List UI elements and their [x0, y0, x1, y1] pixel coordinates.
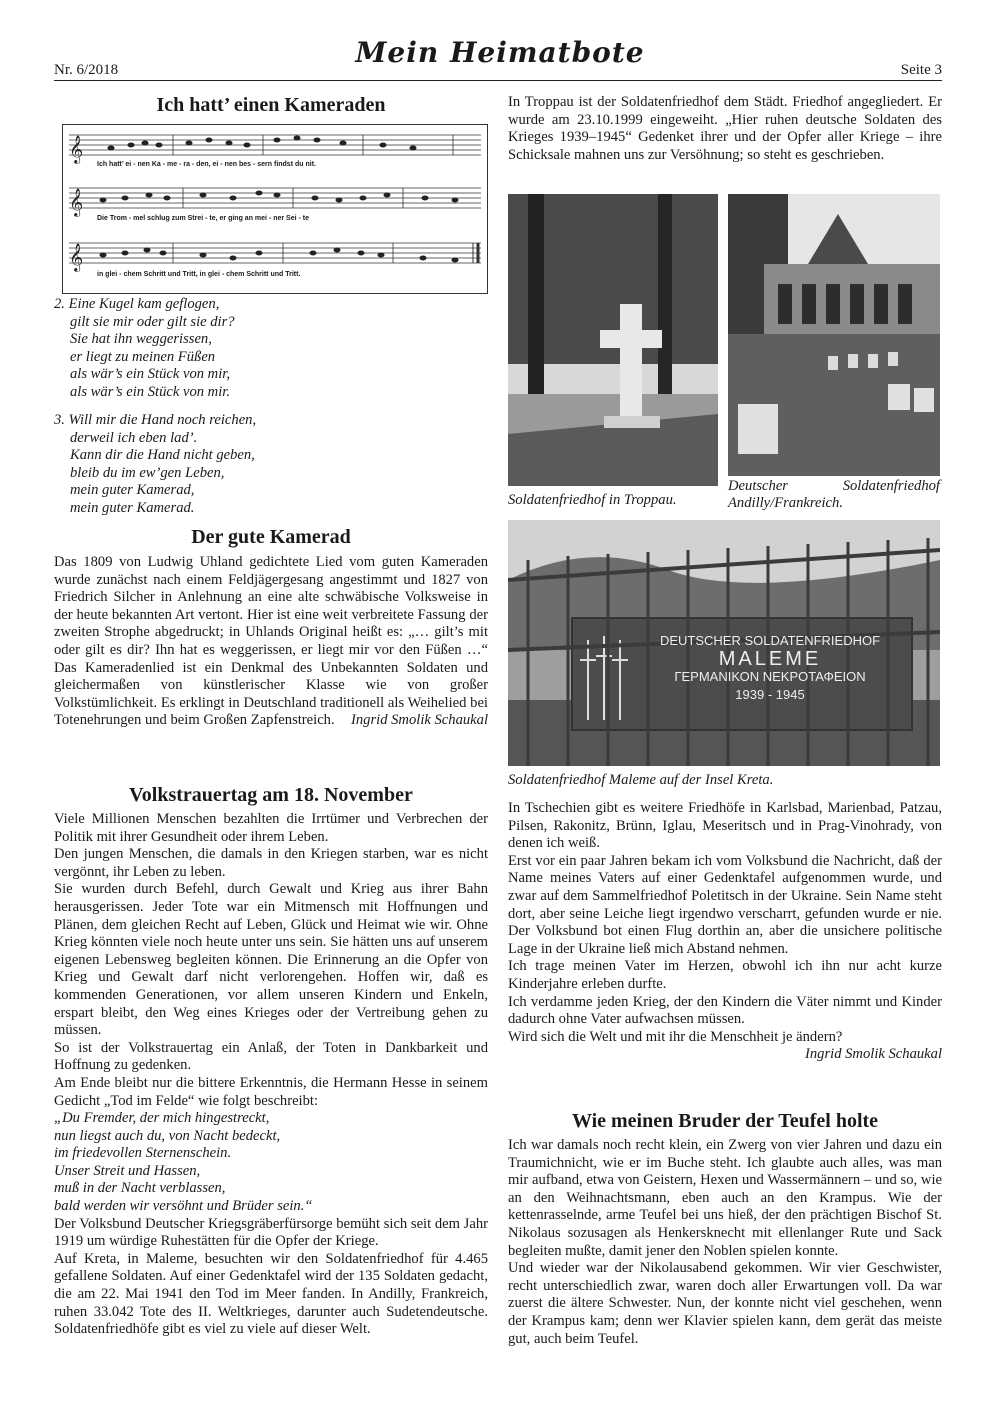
plaque-text	[630, 632, 910, 704]
paragraph: Ich verdamme jeden Krieg, der den Kindern die Väter nimmt und Kinder dadurch ohne Vater aufwachsen müssen.	[508, 993, 942, 1028]
poem-line: bald werden wir versöhnt und Brüder sein.“	[54, 1198, 313, 1215]
hesse-poem	[54, 1110, 488, 1216]
page-number: Seite 3	[900, 62, 942, 78]
teufel-title: Wie meinen Bruder der Teufel holte	[571, 1110, 879, 1132]
svg-text:𝄞: 𝄞	[69, 243, 84, 271]
paragraph: Und wieder war der Nikolausabend gekommen. Wir vier Geschwister, recht unterschiedlich zwar, waren doch aller Erwartungen voll. Da war zuerst die ältere Schwester. Nun, der konnte nicht viel geschehen, wenn der Krampus kam; denn wer Klavier spielen kann, dem gerät das meiste gut, auch beim Teufel.	[508, 1260, 942, 1347]
plaque-line: DEUTSCHER SOLDATENFRIEDHOF	[659, 633, 881, 648]
song-title: Ich hatt’ einen Kameraden	[156, 94, 386, 116]
teufel-article	[508, 1137, 942, 1348]
paragraph: Den jungen Menschen, die damals in den Kriegen starben, war es nicht vergönnt, ihr Leben zu leben.	[54, 846, 488, 880]
kamerad-article	[54, 554, 488, 730]
kamerad-author: Ingrid Smolik Schaukal	[351, 712, 488, 729]
paragraph: Der Volksbund Deutscher Kriegsgräberfürsorge bemüht sich seit dem Jahr 1919 um würdige Ruhestätten für die Opfer der Kriege.	[54, 1215, 488, 1250]
sheet-music	[62, 124, 488, 294]
verse-line: derweil ich eben lad’.	[70, 429, 198, 446]
photo-troppau-graphic	[508, 194, 718, 486]
paragraph: Am Ende bleibt nur die bittere Erkenntnis, die Hermann Hesse in seinem Gedicht „Tod im Felde“ wie folgt beschreibt:	[54, 1074, 488, 1109]
verse-line: Sie hat ihn weggerissen,	[70, 331, 212, 348]
paragraph: Auf Kreta, in Maleme, besuchten wir den Soldatenfriedhof für 4.465 gefallene Soldaten. Auf einer Gedenktafel wird der 135 Soldaten gedacht, die am 22. Mai 1941 den Tod im Meer fanden. In Andilly, Frankreich, ruhen 33.042 Tote des II. Weltkrieges, darunter auch Sudetendeutsche. Soldatenfriedhöfe gibt es viel zu viele auf dieser Welt.	[54, 1250, 488, 1338]
verse-line: mein guter Kamerad.	[70, 499, 195, 516]
svg-text:𝄞: 𝄞	[69, 135, 84, 163]
verse-line: 2. Eine Kugel kam geflogen,	[54, 296, 220, 312]
masthead-logo: Mein Heimatbote	[355, 36, 645, 69]
paragraph: Viele Millionen Menschen bezahlten die Irrtümer und Verbrechen der Politik mit ihrer Gesundheit oder ihrem Leben.	[54, 811, 488, 845]
verse-line: 3. Will mir die Hand noch reichen,	[54, 412, 257, 428]
verse-line: als wär’s ein Stück von mir.	[70, 383, 230, 400]
paragraph: In Tschechien gibt es weitere Friedhöfe in Karlsbad, Marienbad, Patzau, Pilsen, Rakonitz, Brünn, Iglau, Meseritsch und in Prag-Vinohrady, von denen ich weiß.	[508, 800, 942, 852]
poem-line: muß in der Nacht verblassen,	[54, 1180, 226, 1197]
svg-text:𝄞: 𝄞	[69, 188, 84, 216]
plaque-line: MALEME	[718, 648, 822, 670]
verse-2	[54, 296, 488, 402]
poem-line: „Du Fremder, der mich hingestreckt,	[54, 1110, 270, 1127]
poem-line: im friedevollen Sternenschein.	[54, 1145, 232, 1162]
kamerad-text: Das 1809 von Ludwig Uhland gedichtete Lied vom guten Kameraden wurde zunächst nach einem Feldjägergesang angestimmt und 1827 von Friedrich Silcher in Anlehnung an eine alte schwäbische Volksweise in der heute bekannten Art vertont. Hier ist eine weit verbreitete Fassung der zweiten Strophe abgedruckt; in Uhlands Original heißt es: „… gilt’s mit oder gilt es dir? Ihn hat es weggerissen, er liegt mir vor den Füßen …“ Das Kameradenlied ist ein Denkmal des Unbekannten Soldaten und gleichermaßen von künstlerischer Klasse wie von großer Volkstümlichkeit. Es erklingt in Deutschland traditionell als Weihelied bei Totenehrungen und beim Großen Zapfenstreich.	[54, 554, 488, 729]
photo-troppau	[508, 194, 718, 486]
poem-line: nun liegst auch du, von Nacht bedeckt,	[54, 1127, 281, 1144]
plaque-line: ΓΕΡΜΑΝΙΚΟΝ ΝΕΚΡΟΤΑΦΕΙΟΝ	[674, 669, 866, 684]
right-article	[508, 800, 942, 1064]
verse-3	[54, 412, 488, 518]
paragraph: Sie wurden durch Befehl, durch Gewalt und Krieg aus ihrer Bahn herausgerissen. Jeder Tote war ein Mitmensch mit Hoffnungen und Plänen, dem gleichen Recht auf Leben, Glück und Heimat wie wir. Ohne Krieg könnten viele noch heute unter uns sein. Sie hätten uns auf unserem eigenen Lebensweg begleiten können. Die Erinnerung an die Opfer von Krieg und Gewalt darf nicht verlorengehen. Hoffen wir, daß es kommenden Generationen, vor allem unseren Kindern und Enkeln, erspart bleibt, den Weg eines Krieges oder der Vertreibung gehen zu müssen.	[54, 881, 488, 1039]
paragraph: So ist der Volkstrauertag ein Anlaß, der Toten in Dankbarkeit und Hoffnung zu gedenken.	[54, 1039, 488, 1074]
paragraph: Wird sich die Welt und mit ihr die Menschheit je ändern?	[508, 1028, 843, 1045]
caption-troppau: Soldatenfriedhof in Troppau.	[508, 492, 677, 508]
caption-maleme: Soldatenfriedhof Maleme auf der Insel Kreta.	[508, 772, 774, 788]
photo-andilly	[728, 194, 940, 476]
kamerad-title: Der gute Kamerad	[191, 526, 351, 548]
volkstrauertag-title: Volkstrauertag am 18. November	[129, 784, 413, 806]
plaque-line: 1939 - 1945	[735, 687, 805, 702]
verse-line: bleib du im ew’gen Leben,	[70, 464, 225, 481]
caption-andilly: Deutscher Soldatenfriedhof Andilly/Frankreich.	[728, 478, 940, 511]
lyrics-line-1: Ich hatt’ ei - nen Ka - me - ra - den, ei - nen bes - sern findst du nit.	[97, 161, 316, 168]
issue-number: Nr. 6/2018	[54, 62, 119, 78]
photo-maleme	[508, 520, 940, 766]
verse-line: als wär’s ein Stück von mir,	[70, 366, 230, 383]
verse-line: gilt sie mir oder gilt sie dir?	[70, 313, 235, 330]
photo-andilly-graphic	[728, 194, 940, 476]
right-author: Ingrid Smolik Schaukal	[805, 1046, 942, 1063]
verse-line: er liegt zu meinen Füßen	[70, 348, 216, 365]
poem-line: Unser Streit und Hassen,	[54, 1162, 201, 1179]
paragraph: Ich war damals noch recht klein, ein Zwerg von vier Jahren und dazu ein Traumichnicht, wie er im Buche steht. Ich glaubte auch alles, was man mir aufband, etwa von Geistern, Hexen und Wassermännern – und so, wie an den Weihnachtsmann, eben auch an den Krampus. Wie der kettenrasselnde, arme Teufel bei uns hieß, der den prächtigen Bischof St. Nikolaus sozusagen als Henkersknecht mit ellenlanger Rute und Sack begleiten mußte, damit jener den Noblen spielen konnte.	[508, 1137, 942, 1259]
music-staff-graphic	[63, 125, 487, 293]
lyrics-line-2: Die Trom - mel schlug zum Strei - te, er ging an mei - ner Sei - te	[97, 215, 309, 222]
troppau-intro: In Troppau ist der Soldatenfriedhof dem Städt. Friedhof angegliedert. Er wurde am 23.10.1999 eingeweiht. „Hier ruhen deutsche Soldaten des Krieges 1939–1945“ Gedenket ihrer und der Opfer aller Kriege – ihre Schicksale mahnen uns zur Versöhnung; so steht es geschrieben.	[508, 94, 942, 163]
header-rule	[54, 80, 942, 81]
volkstrauertag-article	[54, 811, 488, 1339]
paragraph: Erst vor ein paar Jahren bekam ich vom Volksbund die Nachricht, daß der Name meines Vaters auf einer Gedenktafel aufgenommen wurde, und zwar auf dem Sammelfriedhof Poletitsch in der Ukraine. Sein Name steht dort, aber seine Leiche liegt irgendwo verscharrt, gefunden wurde er nie. Der Volksbund bot einen Flug dorthin an, aber die unsichere politische Lage in der Ukraine ließ mich Abstand nehmen.	[508, 852, 942, 957]
paragraph: Ich trage meinen Vater im Herzen, obwohl ich ihn nur acht kurze Kinderjahre erleben durfte.	[508, 958, 942, 992]
verse-line: mein guter Kamerad,	[70, 482, 195, 499]
verse-line: Kann dir die Hand nicht geben,	[70, 447, 255, 464]
lyrics-line-3: in glei - chem Schritt und Tritt, in glei - chem Schritt und Tritt.	[97, 271, 301, 278]
